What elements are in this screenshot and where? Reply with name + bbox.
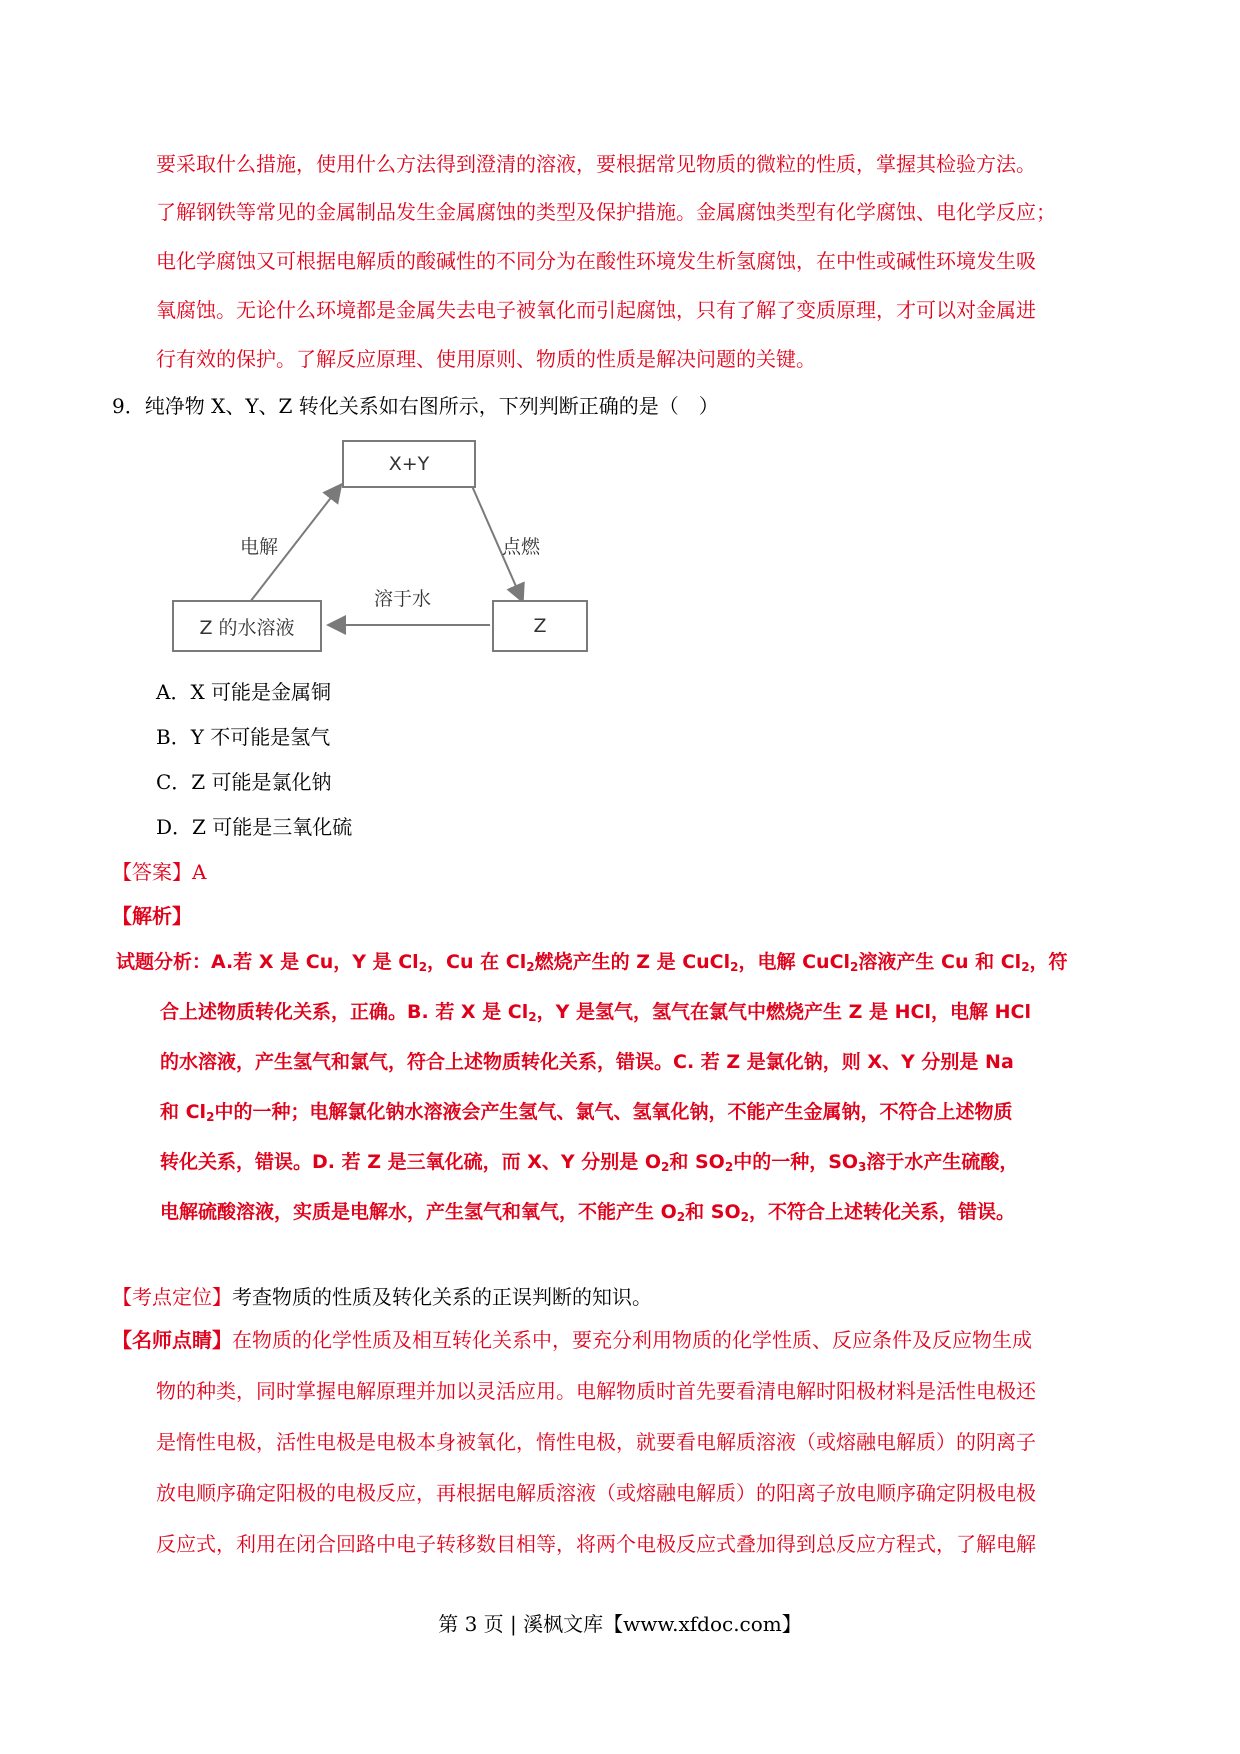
kaodian-tag: 【考点定位】 (112, 1285, 232, 1309)
analysis-text: ，Cu 在 Cl (427, 951, 527, 973)
box-z-solution: Z 的水溶液 (172, 600, 322, 652)
analysis-line-5 (160, 1150, 1018, 1174)
option-a: A．X 可能是金属铜 (156, 680, 332, 704)
analysis-text: 和 Cl (160, 1101, 207, 1123)
mingshi-line: 放电顺序确定阳极的电极反应，再根据电解质溶液（或熔融电解质）的阳离子放电顺序确定阴极电极 (156, 1481, 1036, 1505)
mingshi-tag: 【名师点睛】 (112, 1328, 232, 1352)
kaodian-line (112, 1285, 652, 1309)
subscript: 2 (850, 960, 859, 974)
question-number: 9． (112, 394, 145, 418)
analysis-text: 和 SO (685, 1201, 741, 1223)
analysis-text: 溶于水产生硫酸， (866, 1151, 1019, 1173)
label-ignition: 点燃 (502, 536, 541, 558)
analysis-text: 溶液产生 Cu 和 Cl (858, 951, 1022, 973)
prev-analysis-line: 行有效的保护。了解反应原理、使用原则、物质的性质是解决问题的关键。 (156, 347, 816, 371)
mingshi-line: 是惰性电极，活性电极是电极本身被氧化，惰性电极，就要看电解质溶液（或熔融电解质）的阴离子 (156, 1430, 1036, 1454)
kaodian-text: 考查物质的性质及转化关系的正误判断的知识。 (232, 1285, 652, 1309)
label-electrolysis: 电解 (240, 536, 279, 558)
mingshi-line (112, 1328, 1032, 1352)
mingshi-first: 在物质的化学性质及相互转化关系中，要充分利用物质的化学性质、反应条件及反应物生成 (232, 1328, 1032, 1352)
option-b: B．Y 不可能是氢气 (156, 725, 331, 749)
analysis-text: ，Y 是氢气，氢气在氯气中燃烧产生 Z 是 HCl，电解 HCl (536, 1001, 1031, 1023)
prev-analysis-line: 要采取什么措施，使用什么方法得到澄清的溶液，要根据常见物质的微粒的性质，掌握其检验方法。 (156, 152, 1036, 176)
answer-value: A (192, 860, 207, 884)
analysis-text: 电解硫酸溶液，实质是电解水，产生氢气和氧气，不能产生 O (160, 1201, 677, 1223)
mingshi-line: 物的种类，同时掌握电解原理并加以灵活应用。电解物质时首先要看清电解时阳极材料是活性电极还 (156, 1379, 1036, 1403)
subscript: 2 (1021, 960, 1030, 974)
subscript: 2 (740, 1210, 749, 1224)
analysis-line-2 (160, 1000, 1031, 1024)
analysis-line-1 (116, 950, 1068, 974)
analysis-text: 和 SO (669, 1151, 725, 1173)
analysis-text: 中的一种，SO (733, 1151, 859, 1173)
analysis-line-6 (160, 1200, 1015, 1224)
analysis-line-4 (160, 1100, 1012, 1124)
analysis-text: ，符 (1029, 951, 1068, 973)
prev-analysis-line: 氧腐蚀。无论什么环境都是金属失去电子被氧化而引起腐蚀，只有了解了变质原理，才可以对金属进 (156, 298, 1036, 322)
box-z: Z (492, 600, 588, 652)
analysis-text: 中的一种；电解氯化钠水溶液会产生氢气、氯气、氢氧化钠，不能产生金属钠，不符合上述物质 (214, 1101, 1013, 1123)
answer-tag: 【答案】 (112, 860, 192, 884)
subscript: 2 (724, 1160, 734, 1174)
label-dissolve: 溶于水 (374, 588, 432, 610)
subscript: 2 (730, 960, 739, 974)
analysis-text: ，电解 CuCl (738, 951, 851, 973)
analysis-text: 转化关系，错误。D. 若 Z 是三氧化硫，而 X、Y 分别是 O (160, 1151, 662, 1173)
subscript: 2 (206, 1110, 215, 1124)
analysis-text: 合上述物质转化关系，正确。B. 若 X 是 Cl (160, 1001, 529, 1023)
subscript: 3 (858, 1160, 867, 1174)
analysis-line-3: 的水溶液，产生氢气和氯气，符合上述物质转化关系，错误。C. 若 Z 是氯化钠，则 X、Y 分别是 Na (160, 1051, 1014, 1073)
analysis-text: 试题分析：A.若 X 是 Cu，Y 是 Cl (116, 951, 419, 973)
subscript: 2 (418, 960, 428, 974)
page-footer: 第 3 页 | 溪枫文库【www.xfdoc.com】 (438, 1612, 802, 1636)
analysis-text: ，不符合上述转化关系，错误。 (748, 1201, 1015, 1223)
subscript: 2 (676, 1210, 686, 1224)
question-stem (112, 394, 719, 418)
option-c: C．Z 可能是氯化钠 (156, 770, 332, 794)
prev-analysis-line: 了解钢铁等常见的金属制品发生金属腐蚀的类型及保护措施。金属腐蚀类型有化学腐蚀、电化学反应； (156, 200, 1056, 224)
mingshi-line: 反应式，利用在闭合回路中电子转移数目相等，将两个电极反应式叠加得到总反应方程式，了解电解 (156, 1532, 1036, 1556)
question-text: 纯净物 X、Y、Z 转化关系如右图所示，下列判断正确的是（ ） (144, 394, 719, 418)
subscript: 2 (526, 960, 535, 974)
conversion-diagram (172, 440, 598, 660)
analysis-text: 燃烧产生的 Z 是 CuCl (534, 951, 731, 973)
subscript: 2 (661, 1160, 670, 1174)
answer-line (112, 860, 206, 884)
prev-analysis-line: 电化学腐蚀又可根据电解质的酸碱性的不同分为在酸性环境发生析氢腐蚀，在中性或碱性环境发生吸 (156, 249, 1036, 273)
subscript: 2 (528, 1010, 537, 1024)
analysis-tag: 【解析】 (112, 904, 192, 928)
box-x-plus-y: X+Y (342, 440, 476, 488)
option-d: D．Z 可能是三氧化硫 (156, 815, 353, 839)
